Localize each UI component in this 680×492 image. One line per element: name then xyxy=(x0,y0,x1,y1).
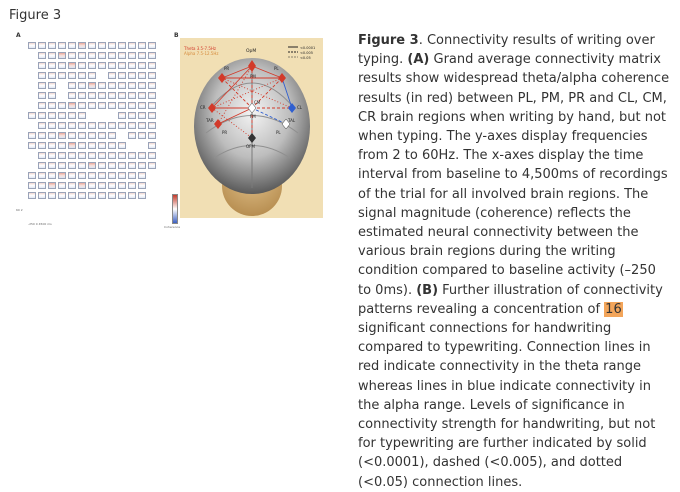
matrix-cell xyxy=(58,42,66,49)
matrix-cell xyxy=(138,102,146,109)
matrix-cell xyxy=(128,92,136,99)
matrix-cell xyxy=(118,192,126,199)
matrix-cell xyxy=(68,102,76,109)
matrix-cell xyxy=(38,182,46,189)
matrix-cell xyxy=(148,122,156,129)
matrix-cell xyxy=(108,102,116,109)
matrix-cell xyxy=(58,102,66,109)
matrix-cell xyxy=(138,52,146,59)
matrix-cell xyxy=(118,172,126,179)
matrix-cell xyxy=(118,92,126,99)
matrix-cell xyxy=(88,102,96,109)
matrix-cell xyxy=(108,192,116,199)
matrix-cell xyxy=(58,192,66,199)
matrix-cell xyxy=(88,172,96,179)
matrix-cell xyxy=(148,92,156,99)
highlighted-number: 16 xyxy=(605,301,622,317)
matrix-cell xyxy=(88,42,96,49)
matrix-cell xyxy=(88,72,96,79)
matrix-cell xyxy=(38,62,46,69)
label-pr-lower: PR xyxy=(222,130,228,135)
legend-dotted: <0.05 xyxy=(300,56,311,60)
matrix-cell xyxy=(68,192,76,199)
matrix-cell xyxy=(128,42,136,49)
matrix-cell xyxy=(128,162,136,169)
matrix-cell xyxy=(38,132,46,139)
matrix-cell xyxy=(38,102,46,109)
matrix-cell xyxy=(68,152,76,159)
figure-label: Figure 3 xyxy=(9,8,62,23)
matrix-cell xyxy=(118,112,126,119)
matrix-cell xyxy=(128,182,136,189)
matrix-cell xyxy=(48,82,56,89)
matrix-cell xyxy=(78,92,86,99)
matrix-cell xyxy=(38,82,46,89)
matrix-cell xyxy=(78,42,86,49)
panel-b-head-connectivity xyxy=(174,32,324,218)
matrix-cell xyxy=(78,192,86,199)
matrix-cell xyxy=(78,152,86,159)
matrix-cell xyxy=(68,72,76,79)
matrix-cell xyxy=(98,92,106,99)
matrix-cell xyxy=(138,162,146,169)
matrix-cell xyxy=(148,102,156,109)
matrix-cell xyxy=(108,42,116,49)
matrix-cell xyxy=(98,142,106,149)
label-pm: PM xyxy=(250,74,256,79)
matrix-cell xyxy=(88,152,96,159)
matrix-cell xyxy=(78,132,86,139)
matrix-cell xyxy=(68,132,76,139)
matrix-cell xyxy=(138,112,146,119)
matrix-cell xyxy=(58,52,66,59)
matrix-cell xyxy=(98,82,106,89)
matrix-cell xyxy=(48,52,56,59)
matrix-cell xyxy=(58,132,66,139)
matrix-cell xyxy=(108,132,116,139)
matrix-cell xyxy=(38,122,46,129)
matrix-cell xyxy=(108,72,116,79)
matrix-cell xyxy=(118,182,126,189)
matrix-cell xyxy=(68,142,76,149)
matrix-cell xyxy=(118,102,126,109)
matrix-cell xyxy=(148,52,156,59)
caption-lead: . Connectivity results of writing over typing. xyxy=(358,33,655,68)
matrix-cell xyxy=(108,52,116,59)
matrix-cell xyxy=(148,142,156,149)
matrix-cell xyxy=(38,42,46,49)
matrix-cell xyxy=(48,132,56,139)
matrix-cell xyxy=(78,172,86,179)
matrix-cell xyxy=(48,142,56,149)
matrix-cell xyxy=(78,82,86,89)
matrix-cell xyxy=(88,192,96,199)
panel-a-connectivity-matrix xyxy=(14,32,184,232)
matrix-cell xyxy=(118,52,126,59)
matrix-cell xyxy=(128,122,136,129)
matrix-cell xyxy=(68,162,76,169)
matrix-cell xyxy=(98,42,106,49)
matrix-cell xyxy=(118,72,126,79)
matrix-cell xyxy=(118,62,126,69)
matrix-cell xyxy=(138,182,146,189)
matrix-cell xyxy=(88,92,96,99)
matrix-cell xyxy=(108,182,116,189)
matrix-cell xyxy=(88,82,96,89)
matrix-cell xyxy=(38,152,46,159)
matrix-cell xyxy=(48,182,56,189)
matrix-cell xyxy=(148,162,156,169)
label-pl-lower: PL xyxy=(276,130,281,135)
matrix-cell xyxy=(48,122,56,129)
legend-solid: <0.0001 xyxy=(300,46,316,50)
label-cm: CM xyxy=(254,100,261,105)
label-cl: CL xyxy=(297,105,303,110)
matrix-cell xyxy=(148,42,156,49)
panel-a-letter: A xyxy=(16,32,21,39)
matrix-cell xyxy=(128,102,136,109)
matrix-cell xyxy=(28,172,36,179)
matrix-cell xyxy=(138,132,146,139)
matrix-cell xyxy=(98,102,106,109)
matrix-cell xyxy=(58,172,66,179)
matrix-cell xyxy=(38,112,46,119)
matrix-cell xyxy=(38,172,46,179)
matrix-cell xyxy=(28,142,36,149)
matrix-cell xyxy=(48,42,56,49)
matrix-cell xyxy=(88,142,96,149)
matrix-cell xyxy=(48,152,56,159)
matrix-cell xyxy=(148,132,156,139)
matrix-cell xyxy=(108,122,116,129)
matrix-cell xyxy=(68,112,76,119)
matrix-cell xyxy=(148,82,156,89)
matrix-cell xyxy=(48,162,56,169)
legend-dashed: <0.005 xyxy=(300,51,313,55)
matrix-cell xyxy=(58,122,66,129)
label-cr: CR xyxy=(200,105,206,110)
matrix-cell xyxy=(108,142,116,149)
matrix-cell xyxy=(98,152,106,159)
matrix-cell xyxy=(58,182,66,189)
x-axis-ticks: -250 0 4500 ms xyxy=(28,222,52,226)
y-axis-ticks: 60 2 xyxy=(16,208,23,212)
matrix-cell xyxy=(88,162,96,169)
matrix-cell xyxy=(138,152,146,159)
matrix-cell xyxy=(148,152,156,159)
matrix-cell xyxy=(68,122,76,129)
matrix-cell xyxy=(128,72,136,79)
matrix-cell xyxy=(58,142,66,149)
matrix-cell xyxy=(128,52,136,59)
matrix-cell xyxy=(118,142,126,149)
matrix-cell xyxy=(108,152,116,159)
matrix-cell xyxy=(78,52,86,59)
matrix-cell xyxy=(98,172,106,179)
matrix-cell xyxy=(128,112,136,119)
matrix-cell xyxy=(48,72,56,79)
matrix-cell xyxy=(48,62,56,69)
matrix-cell xyxy=(88,132,96,139)
caption-b-text-2: significant connections for handwriting compared to typewriting. Connection lines in red indicate connectivity in the theta range whereas lines in blue indicate connectivity in the alpha range. Levels of significance in connectivity strength for handwriting, but not for typewriting are further indicated by solid (<0.0001), dashed (<0.005), and dotted (<0.05) connection lines. xyxy=(358,321,656,490)
matrix-cell xyxy=(108,82,116,89)
matrix-cell xyxy=(88,52,96,59)
colorbar-label: Coherence xyxy=(164,225,181,229)
matrix-cell xyxy=(38,142,46,149)
matrix-cell xyxy=(38,72,46,79)
matrix-cell xyxy=(48,92,56,99)
matrix-cell xyxy=(148,112,156,119)
matrix-cell xyxy=(128,192,136,199)
matrix-cell xyxy=(98,122,106,129)
matrix-cell xyxy=(38,192,46,199)
matrix-cell xyxy=(98,192,106,199)
matrix-cell xyxy=(28,112,36,119)
matrix-cell xyxy=(138,82,146,89)
label-tar: TAR xyxy=(206,118,214,123)
matrix-cell xyxy=(98,62,106,69)
matrix-cell xyxy=(138,122,146,129)
matrix-cell xyxy=(118,122,126,129)
matrix-cell xyxy=(138,192,146,199)
matrix-cell xyxy=(108,162,116,169)
matrix-cell xyxy=(118,152,126,159)
matrix-cell xyxy=(58,112,66,119)
caption-title: Figure 3 xyxy=(358,33,419,48)
matrix-cell xyxy=(28,192,36,199)
matrix-cell xyxy=(78,142,86,149)
matrix-cell xyxy=(68,172,76,179)
matrix-cell xyxy=(58,72,66,79)
matrix-cell xyxy=(138,72,146,79)
matrix-cell xyxy=(98,52,106,59)
matrix-cell xyxy=(128,62,136,69)
matrix-cell xyxy=(58,62,66,69)
matrix-cell xyxy=(78,102,86,109)
matrix-cell xyxy=(128,172,136,179)
matrix-cell xyxy=(68,42,76,49)
matrix-cell xyxy=(118,82,126,89)
matrix-cell xyxy=(78,122,86,129)
figure-caption xyxy=(358,31,670,492)
matrix-cell xyxy=(138,62,146,69)
matrix-cell xyxy=(38,52,46,59)
matrix-cell xyxy=(138,42,146,49)
matrix-cell xyxy=(78,112,86,119)
matrix-cell xyxy=(48,192,56,199)
matrix-cell xyxy=(28,182,36,189)
matrix-cell xyxy=(128,82,136,89)
matrix-cell xyxy=(78,62,86,69)
matrix-cell xyxy=(118,42,126,49)
matrix-cell xyxy=(28,42,36,49)
matrix-cell xyxy=(108,92,116,99)
head-connectivity-illustration xyxy=(180,38,323,218)
label-pl: PL xyxy=(274,66,279,71)
matrix-cell xyxy=(58,162,66,169)
label-tal: TAL xyxy=(288,118,296,123)
legend-alpha: Alpha 7.5-12.5Hz xyxy=(184,51,219,56)
matrix-cell xyxy=(68,182,76,189)
matrix-cell xyxy=(98,162,106,169)
panel-b-letter: B xyxy=(174,32,179,39)
matrix-cell xyxy=(78,182,86,189)
matrix-cell xyxy=(48,102,56,109)
matrix-cell xyxy=(138,92,146,99)
caption-b-label: (B) xyxy=(416,282,439,298)
caption-a-text: Grand average connectivity matrix results show widespread theta/alpha coherence results (in red) between PL, PM, PR and CL, CM, CR brain regions when writing by hand, but not when typing. The y-axes display frequencies from 2 to 60Hz. The x-axes display the time interval from baseline to 4,500ms of recordings of the trial for all involved brain regions. The signal magnitude (coherence) reflects the estimated neural connectivity between the various brain regions during the writing condition compared to baseline activity (–250 to 0ms). xyxy=(358,52,670,298)
matrix-cell xyxy=(98,182,106,189)
matrix-cell xyxy=(118,162,126,169)
matrix-cell xyxy=(78,72,86,79)
matrix-cell xyxy=(88,182,96,189)
matrix-cell xyxy=(128,152,136,159)
matrix-cell xyxy=(148,62,156,69)
matrix-cell xyxy=(68,92,76,99)
label-fm: FM xyxy=(250,114,256,119)
matrix-cell xyxy=(28,132,36,139)
caption-a-label: (A) xyxy=(407,52,430,68)
caption-b-text-1: Further illustration of connectivity patterns revealing a concentration of xyxy=(358,282,663,317)
matrix-cell xyxy=(58,152,66,159)
label-pr: PR xyxy=(224,66,230,71)
matrix-cell xyxy=(138,172,146,179)
head-figure-background xyxy=(180,38,323,218)
matrix-cell xyxy=(38,162,46,169)
matrix-cell xyxy=(48,112,56,119)
legend-theta: Theta 3.5-7.5Hz xyxy=(184,46,217,51)
matrix-cell xyxy=(148,72,156,79)
matrix-cell xyxy=(108,62,116,69)
matrix-cell xyxy=(68,62,76,69)
matrix-cell xyxy=(78,162,86,169)
matrix-cell xyxy=(88,122,96,129)
matrix-cell xyxy=(68,52,76,59)
matrix-cell xyxy=(128,132,136,139)
matrix-cell xyxy=(98,132,106,139)
matrix-cell xyxy=(68,82,76,89)
label-ofm: OFM xyxy=(246,144,255,149)
matrix-cell xyxy=(48,172,56,179)
matrix-cell xyxy=(108,172,116,179)
matrix-cell xyxy=(88,62,96,69)
matrix-cell xyxy=(38,92,46,99)
label-opm: OpM xyxy=(246,49,257,54)
